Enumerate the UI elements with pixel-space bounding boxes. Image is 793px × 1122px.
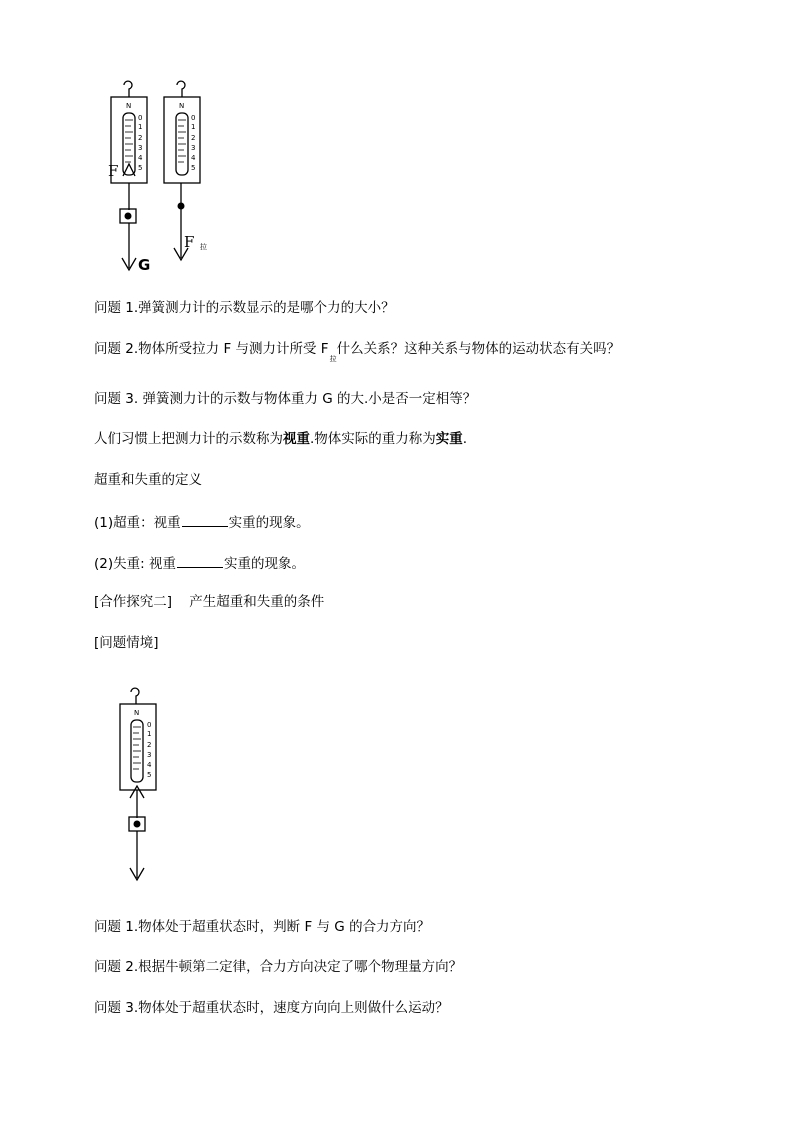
force-f-label: F: [108, 162, 119, 180]
subscript-la: 拉: [329, 355, 337, 363]
tick-label: 2: [147, 741, 152, 749]
definition-text: .: [462, 431, 468, 447]
item-text: (1)超重：视重: [94, 515, 181, 531]
section-2-title: [合作探究二] 产生超重和失重的条件: [94, 594, 325, 610]
overweight-item: [94, 512, 310, 532]
item-text: 实重的现象。: [223, 556, 305, 572]
question-3: 问题 3. 弹簧测力计的示数与物体重力 G 的大.小是否一定相等？: [94, 391, 477, 407]
scale-b-unit: N: [179, 102, 185, 110]
tick-label: 4: [147, 761, 152, 769]
tick-label: 1: [138, 123, 143, 131]
scale-a-unit: N: [126, 102, 132, 110]
scale-c-unit: N: [134, 709, 140, 717]
tick-label: 0: [138, 114, 143, 122]
tick-label: 5: [191, 164, 196, 172]
term-apparent-weight: 视重: [283, 431, 310, 447]
question-2-end: 什么关系？这种关系与物体的运动状态有关吗？: [336, 341, 621, 357]
question-2: [94, 340, 621, 363]
tick-label: 2: [138, 134, 143, 142]
tick-label: 4: [138, 154, 143, 162]
definition-text: .物体实际的重力称为: [310, 431, 436, 447]
tick-label: 3: [147, 751, 152, 759]
fill-blank-2[interactable]: [177, 553, 223, 568]
tick-label: 5: [147, 771, 152, 779]
tick-label: 1: [191, 123, 196, 131]
weightless-item: [94, 553, 305, 573]
tick-label: 3: [138, 144, 143, 152]
question-2-start: 问题 2.物体所受拉力 F 与测力计所受 F: [94, 341, 329, 357]
tick-label: 2: [191, 134, 196, 142]
s2-question-3: 问题 3.物体处于超重状态时，速度方向向上则做什么运动？: [94, 1000, 449, 1016]
force-pull-label: F: [184, 233, 195, 251]
tick-label: 0: [191, 114, 196, 122]
tick-label: 1: [147, 730, 152, 738]
definition-heading: 超重和失重的定义: [94, 472, 202, 488]
tick-label: 5: [138, 164, 143, 172]
tick-label: 4: [191, 154, 196, 162]
fill-blank-1[interactable]: [182, 512, 228, 527]
question-1: 问题 1.弹簧测力计的示数显示的是哪个力的大小？: [94, 300, 395, 316]
term-actual-weight: 实重: [435, 431, 463, 447]
tick-label: 0: [147, 721, 152, 729]
s2-question-2: 问题 2.根据牛顿第二定律，合力方向决定了哪个物理量方向？: [94, 959, 463, 975]
problem-situation: [问题情境]: [94, 635, 159, 651]
s2-question-1: 问题 1.物体处于超重状态时，判断 F 与 G 的合力方向？: [94, 919, 431, 935]
force-pull-subscript: 拉: [200, 243, 207, 251]
gravity-g-label: G: [138, 256, 151, 274]
definition-text: 人们习惯上把测力计的示数称为: [94, 431, 283, 447]
item-text: 实重的现象。: [228, 515, 310, 531]
definition-sentence: [94, 430, 467, 448]
item-text: (2)失重: 视重: [94, 556, 176, 572]
tick-label: 3: [191, 144, 196, 152]
